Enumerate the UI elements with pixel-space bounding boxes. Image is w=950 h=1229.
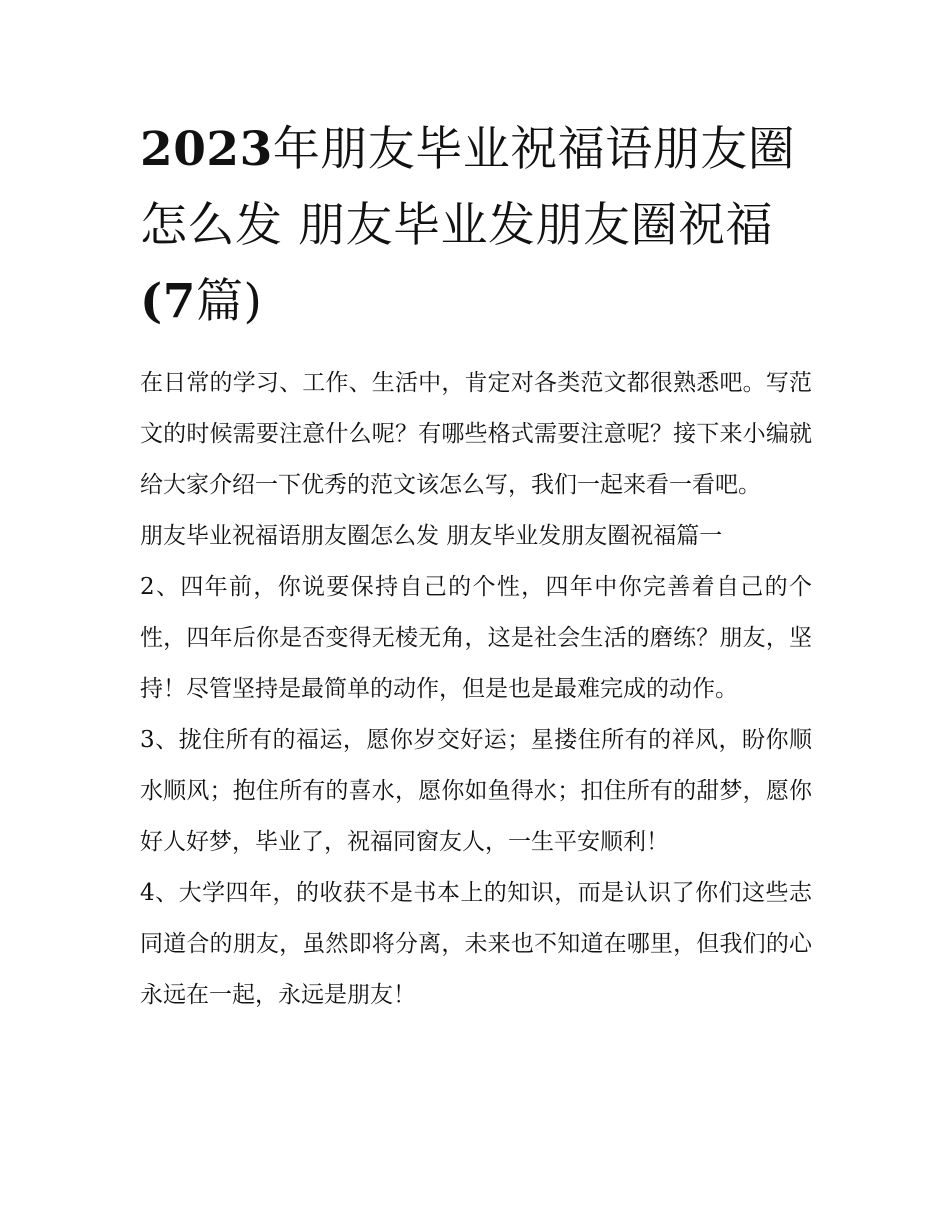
wish-paragraph-4: 4、大学四年，的收获不是书本上的知识，而是认识了你们这些志同道合的朋友，虽然即将分离，未来也不知道在哪里，但我们的心永远在一起，永远是朋友！	[140, 880, 812, 1008]
document-page	[140, 112, 812, 1021]
title-count-text: 篇)	[195, 274, 263, 329]
title-count-num: (7	[140, 274, 196, 329]
wish-paragraph-3: 3、拢住所有的福运，愿你岁交好运；星搂住所有的祥风，盼你顺水顺风；抱住所有的喜水，愿你如鱼得水；扣住所有的甜梦，愿你好人好梦，毕业了，祝福同窗友人，一生平安顺利！	[140, 727, 812, 855]
wish-paragraph-2: 2、四年前，你说要保持自己的个性，四年中你完善着自己的个性，四年后你是否变得无棱无角，这是社会生活的磨练？朋友，坚持！尽管坚持是最简单的动作，但是也是最难完成的动作。	[140, 574, 812, 702]
title-year: 2023	[140, 122, 273, 177]
title-line1-text: 年朋友毕业祝福语朋友圈	[272, 122, 796, 177]
title-line2-text: 怎么发 朋友毕业发朋友圈祝福	[140, 198, 773, 253]
intro-paragraph: 在日常的学习、工作、生活中，肯定对各类范文都很熟悉吧。写范文的时候需要注意什么呢？有哪些格式需要注意呢？接下来小编就给大家介绍一下优秀的范文该怎么写，我们一起来看一看吧。	[140, 370, 812, 498]
section-heading: 朋友毕业祝福语朋友圈怎么发 朋友毕业发朋友圈祝福篇一	[140, 523, 723, 549]
document-title	[140, 112, 812, 340]
